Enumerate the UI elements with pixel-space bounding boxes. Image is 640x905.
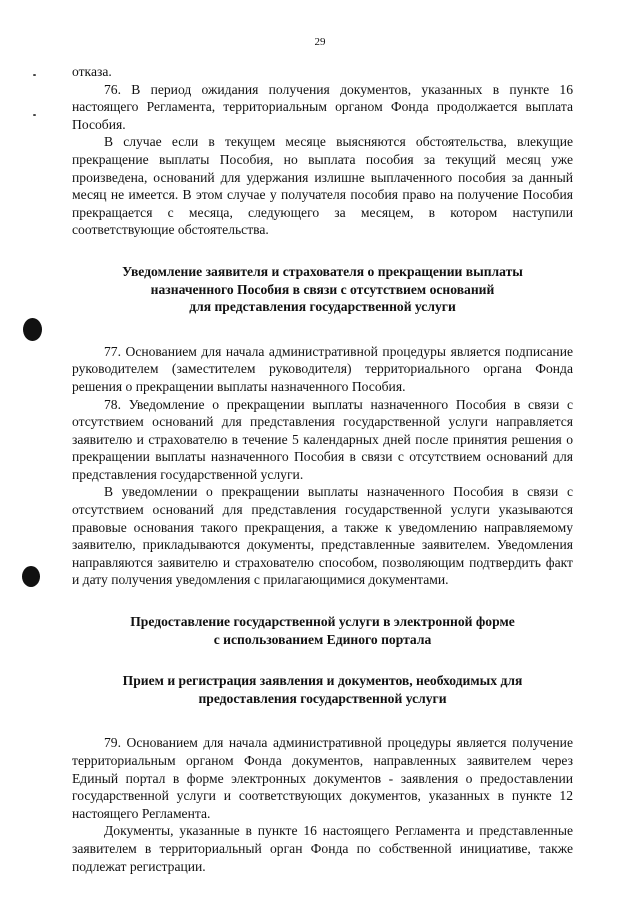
- scan-speck: [33, 114, 36, 116]
- section-spacer: [72, 589, 573, 613]
- section-heading-line: для представления государственной услуги: [189, 299, 456, 315]
- section-heading-line: предоставления государственной услуги: [198, 690, 447, 706]
- paragraph: отказа.: [72, 64, 112, 79]
- hole-punch-mark: [23, 318, 42, 341]
- paragraph: 78. Уведомление о прекращении выплаты назначенного Пособия в связи с отсутствием оснований для представления государственной услуги направляется заявителю и страхователю в течение 5 календарных дней после принятия решения о прекращении выплаты назначенного Пособия в связи с отсутствием оснований для представления государственной услуги.: [72, 396, 573, 482]
- section-heading-line: назначенного Пособия в связи с отсутствием оснований: [150, 281, 495, 297]
- section-heading: [72, 263, 573, 316]
- section-heading-line: Уведомление заявителя и страхователя о прекращении выплаты: [122, 263, 523, 279]
- section-heading-line: Прием и регистрация заявления и документов, необходимых для: [122, 673, 523, 689]
- paragraph: 77. Основанием для начала административной процедуры является подписание руководителем (заместителем руководителя) территориального органа Фонда решения о прекращении выплаты назначенного Пособия.: [72, 343, 573, 394]
- section-spacer: [72, 707, 573, 734]
- section-heading: [72, 672, 573, 707]
- section-spacer: [72, 316, 573, 343]
- paragraph: Документы, указанные в пункте 16 настоящего Регламента и представленные заявителем в территориальный орган Фонда по собственной инициативе, также подлежат регистрации.: [72, 823, 573, 874]
- section-spacer: [72, 239, 573, 263]
- page-number: 29: [314, 36, 326, 48]
- section-heading-line: Предоставление государственной услуги в электронной форме: [130, 614, 515, 630]
- hole-punch-mark: [22, 566, 40, 587]
- paragraph: В случае если в текущем месяце выясняются обстоятельства, влекущие прекращение выплаты Пособия, но выплата пособия за текущий месяц уже произведена, оснований для удержания излишне выплаченного пособия за данный месяц не имеется. В этом случае у получателя пособия право на получение Пособия прекращается с месяца, следующего за месяцем, в котором наступили соответствующие обстоятельства.: [72, 134, 573, 238]
- paragraph: 76. В период ожидания получения документов, указанных в пункте 16 настоящего Регламента, территориальным органом Фонда продолжается выплата Пособия.: [72, 81, 573, 132]
- paragraph: 79. Основанием для начала административной процедуры является получение территориальным органом Фонда документов, направленных заявителем через Единый портал в форме электронных документов - заявления о предоставлении государственной услуги и соответствующих документов, указанных в пункте 12 настоящего Регламента.: [72, 735, 573, 821]
- document-body: [72, 63, 573, 875]
- section-heading-line: с использованием Единого портала: [213, 631, 432, 647]
- section-spacer: [72, 648, 573, 672]
- scan-speck: [33, 74, 36, 76]
- section-heading: [72, 613, 573, 648]
- paragraph: В уведомлении о прекращении выплаты назначенного Пособия в связи с отсутствием оснований для представления государственной услуги указываются правовые основания такого прекращения, а также к уведомлению направляемому заявителю, прикладываются документы, представленные заявителем. Уведомления направляются заявителю и страхователю способом, позволяющим подтвердить факт и дату получения уведомления с прилагающимися документами.: [72, 484, 573, 588]
